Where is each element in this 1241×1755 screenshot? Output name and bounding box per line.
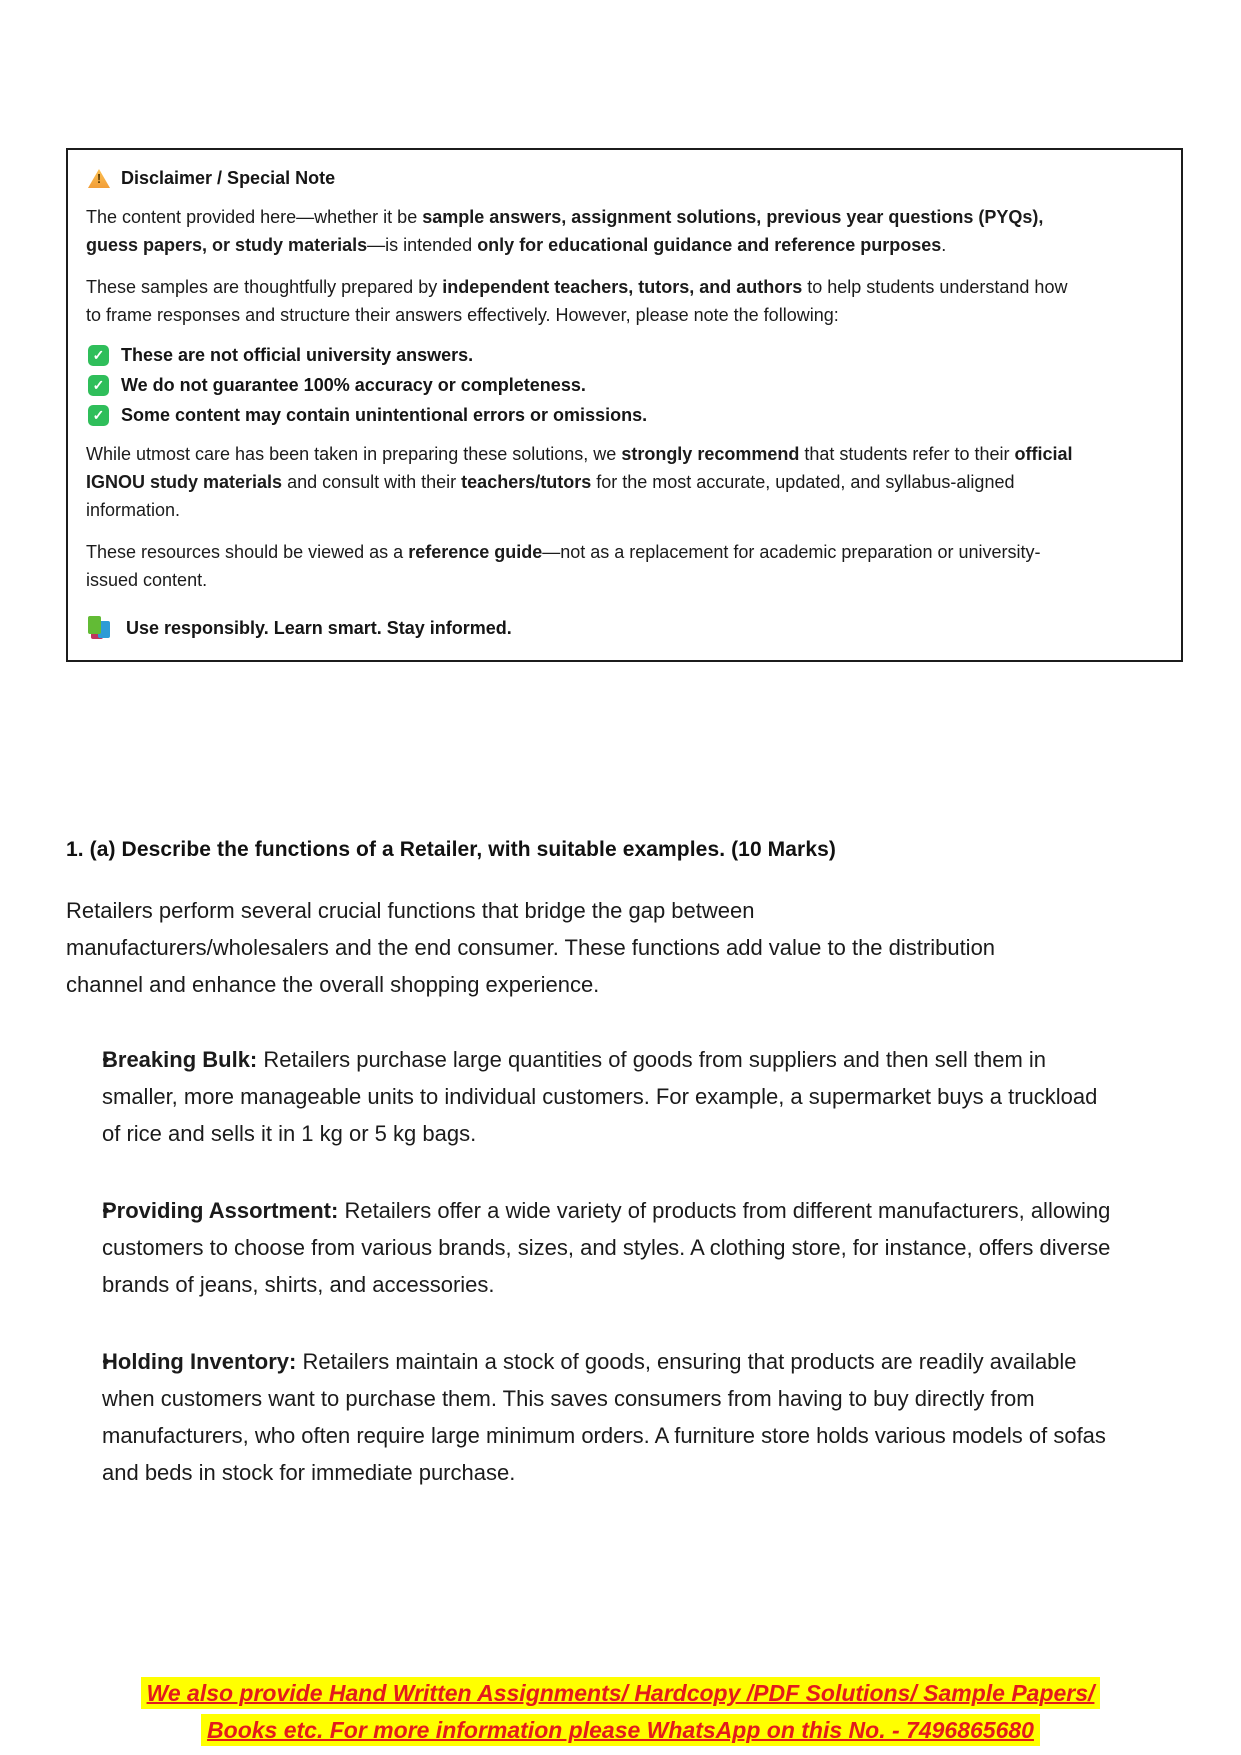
bullet-text: Retailers purchase large quantities of goods from suppliers and then sell them in smaller, more manageable units to individual customers. For example, a supermarket buys a truckload of rice and sells it in 1 kg or 5 kg bags. (102, 1047, 1098, 1146)
checklist-item (88, 405, 1161, 426)
bullet-body (102, 1041, 1114, 1152)
bullet-body (102, 1192, 1114, 1303)
bullet-item (66, 1192, 1178, 1303)
promo-line-1-wrap (0, 1675, 1241, 1712)
book-green (88, 616, 101, 634)
bullet-text: Retailers maintain a stock of goods, ensuring that products are readily available when customers want to purchase them. This saves consumers from having to buy directly from manufacturers, who often require large minimum orders. A furniture store holds various models of sofas and beds in stock for immediate purchase. (102, 1349, 1106, 1485)
warning-icon (88, 169, 110, 188)
disclaimer-paragraph-3: While utmost care has been taken in preparing these solutions, we strongly recommend that students refer to their official IGNOU study materials and consult with their teachers/tutors for the most accurate, updated, and syllabus-aligned information. (86, 444, 1073, 520)
promo-line-2-wrap (0, 1712, 1241, 1749)
disclaimer-paragraph-1: The content provided here—whether it be sample answers, assignment solutions, previous year questions (PYQs), guess papers, or study materials—is intended only for educational guidance and reference purposes. (86, 207, 1044, 255)
check-icon (88, 375, 109, 396)
bullet-body (102, 1343, 1114, 1491)
bullet-text: Retailers offer a wide variety of products from different manufacturers, allowing customers to choose from various brands, sizes, and styles. A clothing store, for instance, offers diverse brands of jeans, shirts, and accessories. (102, 1198, 1111, 1297)
disclaimer-title: Disclaimer / Special Note (121, 168, 336, 188)
promo-banner (0, 1675, 1241, 1749)
bullet-label: Breaking Bulk: (102, 1047, 258, 1072)
answer-intro: Retailers perform several crucial functions that bridge the gap between manufacturers/wholesalers and the end consumer. These functions add value to the distribution channel and enhance the overall shopping experience. (66, 898, 996, 997)
question-heading: 1. (a) Describe the functions of a Retailer, with suitable examples. (10 Marks) (66, 838, 836, 861)
bullet-marker (66, 1343, 102, 1491)
disclaimer-title-row (88, 168, 1161, 189)
check-icon (88, 405, 109, 426)
answer-section (66, 838, 1178, 1531)
bullet-item (66, 1041, 1178, 1152)
bullet-list (66, 1041, 1178, 1491)
checklist-item (88, 375, 1161, 396)
bullet-label: Holding Inventory: (102, 1349, 297, 1374)
checklist-item-text: We do not guarantee 100% accuracy or completeness. (121, 375, 586, 395)
check-icon (88, 345, 109, 366)
bullet-label: Providing Assortment: (102, 1198, 339, 1223)
disclaimer-box (66, 148, 1183, 662)
disclaimer-paragraph-2: These samples are thoughtfully prepared by independent teachers, tutors, and authors to help students understand how to frame responses and structure their answers effectively. However, please note the following: (86, 277, 1068, 325)
books-icon (88, 616, 114, 640)
bullet-item (66, 1343, 1178, 1491)
disclaimer-checklist (88, 345, 1161, 426)
checklist-item-text: These are not official university answers. (121, 345, 474, 365)
bullet-marker (66, 1041, 102, 1152)
checklist-item (88, 345, 1161, 366)
bullet-marker (66, 1192, 102, 1303)
checklist-item-text: Some content may contain unintentional errors or omissions. (121, 405, 648, 425)
disclaimer-footer-text: Use responsibly. Learn smart. Stay informed. (126, 617, 512, 638)
promo-line-2: Books etc. For more information please WhatsApp on this No. - 7496865680 (201, 1714, 1040, 1746)
disclaimer-footer-row (88, 616, 1161, 640)
disclaimer-paragraph-4: These resources should be viewed as a reference guide—not as a replacement for academic preparation or university-issued content. (86, 542, 1041, 590)
promo-line-1: We also provide Hand Written Assignments/ Hardcopy /PDF Solutions/ Sample Papers/ (141, 1677, 1101, 1709)
